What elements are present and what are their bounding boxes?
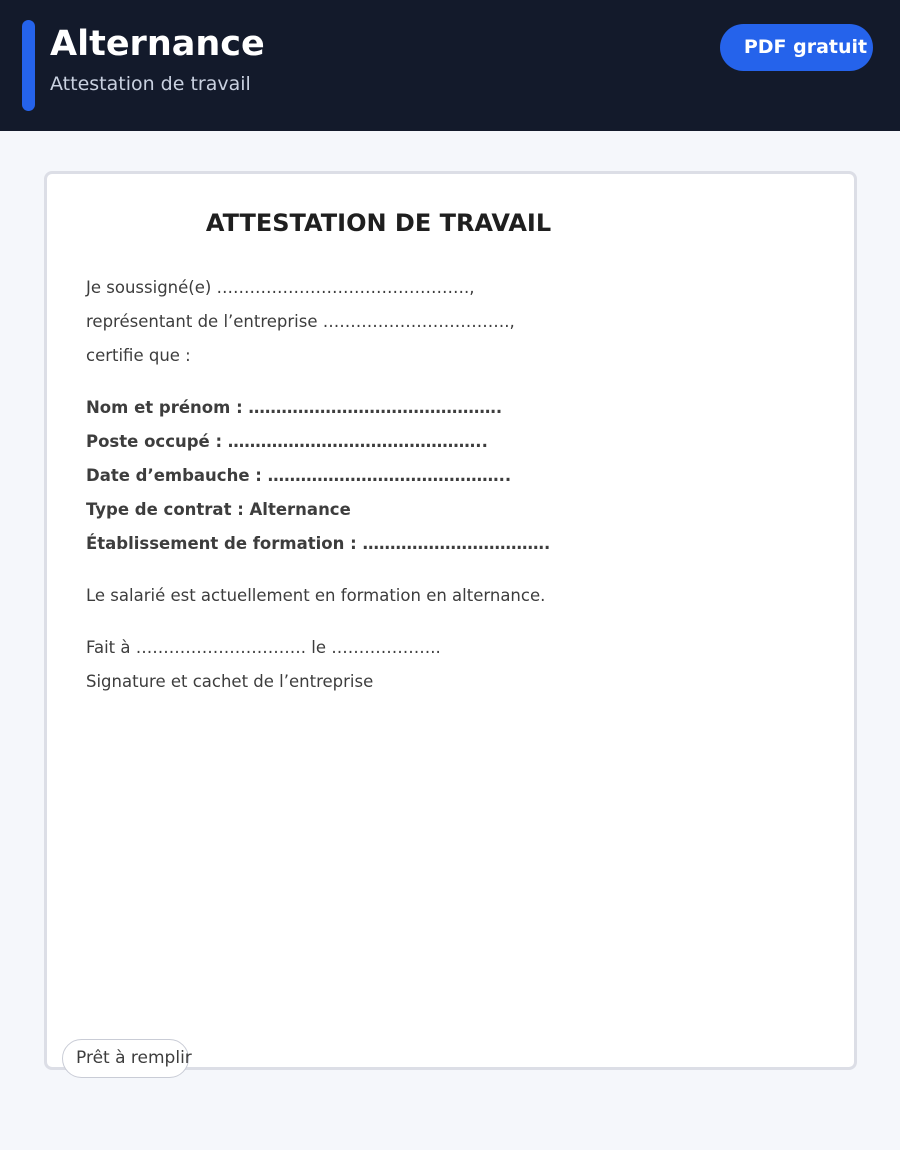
accent-bar [22, 20, 35, 111]
place-date-line: Fait à …………………………. le ……………….. [86, 638, 441, 657]
field-hire-date: Date d’embauche : …………………………………….. [86, 466, 512, 485]
intro-line-certify: certifie que : [86, 346, 191, 365]
field-school: Établissement de formation : ……………………………. [86, 534, 551, 553]
field-position: Poste occupé : ……………………………………….. [86, 432, 488, 451]
app-title: Alternance [50, 24, 265, 64]
document-title: ATTESTATION DE TRAVAIL [205, 209, 552, 237]
app-header [0, 0, 900, 131]
intro-line-signatory: Je soussigné(e) ………………………………………., [86, 278, 475, 297]
field-contract-type: Type de contrat : Alternance [86, 500, 351, 519]
intro-line-company: représentant de l’entreprise ……………………………., [86, 312, 515, 331]
status-badge: Prêt à remplir [62, 1039, 189, 1078]
pdf-download-button[interactable]: PDF gratuit [720, 24, 873, 71]
document-card [44, 171, 857, 1070]
field-name: Nom et prénom : ………………………………………. [86, 398, 503, 417]
app-subtitle: Attestation de travail [50, 73, 251, 95]
statement-text: Le salarié est actuellement en formation en alternance. [86, 586, 546, 605]
signature-line: Signature et cachet de l’entreprise [86, 672, 374, 691]
